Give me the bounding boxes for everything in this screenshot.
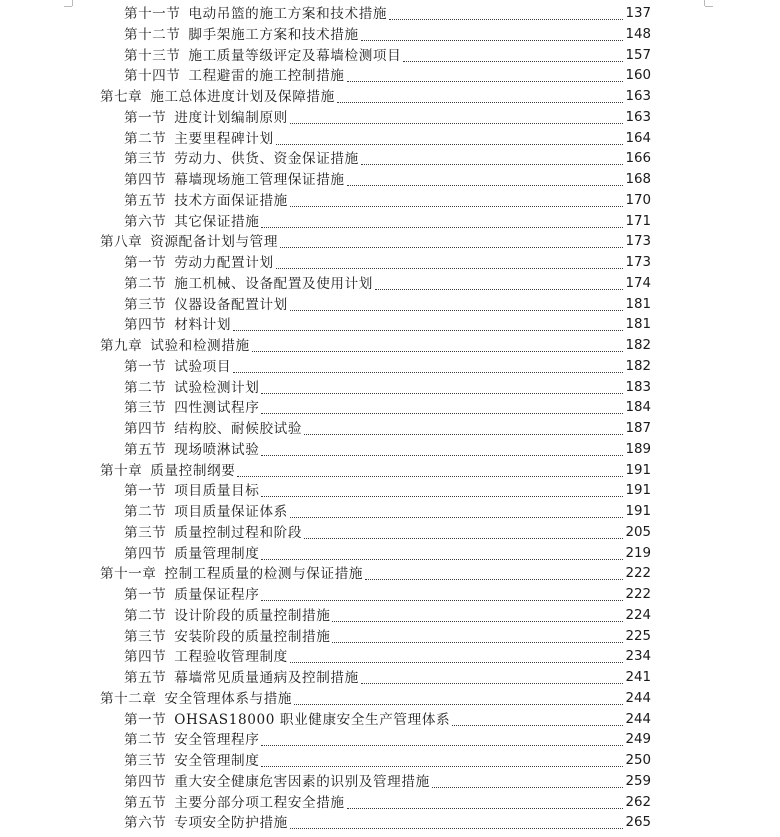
toc-page-number: 191 [624, 481, 651, 502]
toc-section-entry[interactable] [0, 647, 780, 668]
toc-entry-number: 第五节 [124, 441, 167, 458]
toc-chapter-entry[interactable] [0, 564, 780, 585]
toc-entry-title: 其它保证措施 [174, 213, 260, 230]
toc-entry-title: 试验项目 [174, 358, 232, 375]
toc-dot-leader [432, 787, 624, 788]
toc-dot-leader [294, 704, 623, 705]
toc-entry-title: 进度计划编制原则 [174, 109, 288, 126]
toc-page-number: 166 [624, 149, 651, 170]
toc-page-number: 163 [624, 87, 651, 108]
toc-entry-heading [124, 730, 259, 751]
toc-section-entry[interactable] [0, 813, 780, 834]
toc-entry-title: 劳动力配置计划 [174, 255, 274, 271]
toc-page-number: 173 [624, 253, 651, 274]
toc-section-entry[interactable] [0, 419, 780, 440]
toc-entry-title: 项目质量保证体系 [174, 504, 288, 520]
toc-entry-number: 第三节 [124, 151, 167, 168]
toc-entry-number: 第二节 [124, 275, 167, 292]
toc-dot-leader [304, 538, 623, 539]
toc-entry-heading [124, 772, 430, 793]
toc-section-entry[interactable] [0, 772, 780, 793]
toc-dot-leader [276, 144, 624, 145]
toc-entry-number: 第一节 [124, 587, 167, 603]
toc-dot-leader [332, 621, 623, 622]
toc-section-entry[interactable] [0, 108, 780, 129]
toc-entry-heading [100, 689, 292, 710]
toc-page-number: 160 [624, 66, 651, 87]
toc-entry-heading [124, 357, 231, 378]
toc-page-number: 244 [624, 710, 651, 731]
toc-entry-title: 控制工程质量的检测与保证措施 [164, 566, 364, 583]
toc-entry-number: 第四节 [124, 421, 167, 437]
toc-entry-heading [124, 419, 302, 440]
toc-section-entry[interactable] [0, 253, 780, 274]
toc-dot-leader [261, 227, 623, 228]
toc-entry-number: 第十一章 [100, 566, 157, 583]
toc-entry-title: 设计阶段的质量控制措施 [174, 607, 331, 624]
toc-entry-number: 第三节 [124, 296, 167, 313]
toc-entry-heading [124, 191, 288, 212]
toc-section-entry[interactable] [0, 398, 780, 419]
toc-chapter-entry[interactable] [0, 87, 780, 108]
toc-page-number: 249 [624, 730, 651, 751]
toc-entry-title: 主要分部分项工程安全措施 [174, 794, 345, 811]
toc-entry-title: 专项安全防护措施 [174, 815, 288, 832]
toc-section-entry[interactable] [0, 212, 780, 233]
toc-section-entry[interactable] [0, 66, 780, 87]
toc-dot-leader [261, 559, 623, 560]
toc-dot-leader [290, 310, 624, 311]
toc-entry-number: 第十章 [100, 462, 143, 479]
toc-entry-title: 质量保证程序 [174, 587, 260, 603]
toc-entry-number: 第一节 [124, 109, 167, 126]
toc-section-entry[interactable] [0, 46, 780, 67]
toc-dot-leader [347, 81, 624, 82]
toc-page-number: 137 [624, 4, 651, 25]
toc-section-entry[interactable] [0, 502, 780, 523]
toc-dot-leader [361, 40, 624, 41]
toc-entry-heading [124, 523, 302, 544]
toc-entry-number: 第四节 [124, 172, 167, 188]
toc-entry-title: 材料计划 [174, 317, 232, 334]
toc-page-number: 262 [624, 793, 651, 814]
toc-entry-title: 安装阶段的质量控制措施 [174, 628, 331, 645]
toc-entry-number: 第四节 [124, 773, 167, 790]
toc-entry-number: 第一节 [124, 358, 167, 375]
toc-entry-number: 第二节 [124, 607, 167, 624]
toc-page-number: 241 [624, 668, 651, 689]
toc-entry-number: 第八章 [100, 234, 143, 251]
toc-entry-title: 主要里程碑计划 [174, 130, 274, 147]
toc-entry-heading [100, 564, 363, 585]
toc-entry-number: 第四节 [124, 317, 167, 334]
toc-entry-number: 第二节 [124, 379, 167, 396]
toc-dot-leader [290, 517, 624, 518]
toc-page-number: 148 [624, 25, 651, 46]
toc-dot-leader [261, 455, 623, 456]
toc-page-number: 265 [624, 813, 651, 834]
toc-entry-heading [100, 232, 278, 253]
toc-section-entry[interactable] [0, 440, 780, 461]
toc-entry-title: 技术方面保证措施 [174, 192, 288, 209]
toc-section-entry[interactable] [0, 378, 780, 399]
toc-section-entry[interactable] [0, 710, 780, 731]
toc-entry-title: 脚手架施工方案和技术措施 [188, 26, 359, 43]
toc-entry-title: 施工总体进度计划及保障措施 [150, 89, 335, 105]
toc-entry-heading [124, 315, 231, 336]
toc-entry-number: 第四节 [124, 649, 167, 666]
toc-entry-number: 第二节 [124, 504, 167, 520]
toc-entry-title: 质量管理制度 [174, 545, 260, 562]
table-of-contents [0, 4, 780, 834]
toc-entry-number: 第三节 [124, 524, 167, 541]
toc-page-number: 164 [624, 129, 651, 150]
toc-dot-leader [347, 808, 624, 809]
toc-entry-title: 结构胶、耐候胶试验 [174, 421, 303, 437]
toc-entry-number: 第五节 [124, 192, 167, 209]
toc-section-entry[interactable] [0, 4, 780, 25]
toc-entry-heading [124, 170, 345, 191]
toc-page-number: 191 [624, 461, 651, 482]
toc-section-entry[interactable] [0, 544, 780, 565]
toc-entry-heading [100, 336, 250, 357]
toc-entry-heading [124, 149, 359, 170]
toc-entry-title: 工程避雷的施工控制措施 [188, 68, 345, 85]
toc-dot-leader [337, 102, 624, 103]
toc-entry-number: 第二节 [124, 732, 167, 749]
toc-entry-number: 第六节 [124, 213, 167, 230]
toc-dot-leader [261, 393, 623, 394]
toc-section-entry[interactable] [0, 25, 780, 46]
toc-entry-title: 项目质量目标 [174, 483, 260, 500]
toc-dot-leader [332, 642, 623, 643]
toc-entry-heading [124, 108, 288, 129]
toc-page-number: 244 [624, 689, 651, 710]
toc-entry-title: 试验检测计划 [174, 379, 260, 396]
toc-entry-heading [100, 461, 235, 482]
toc-chapter-entry[interactable] [0, 689, 780, 710]
toc-entry-heading [124, 295, 288, 316]
toc-entry-number: 第五节 [124, 670, 167, 686]
toc-page-number: 174 [624, 274, 651, 295]
toc-entry-heading [124, 793, 345, 814]
toc-entry-title: 仪器设备配置计划 [174, 296, 288, 313]
toc-entry-heading [124, 668, 359, 689]
toc-section-entry[interactable] [0, 793, 780, 814]
toc-dot-leader [375, 289, 623, 290]
toc-entry-title: 劳动力、供货、资金保证措施 [174, 151, 359, 168]
toc-page-number: 250 [624, 751, 651, 772]
toc-page-number: 187 [624, 419, 651, 440]
toc-entry-title: 安全管理制度 [174, 753, 260, 769]
toc-entry-title: 质量控制过程和阶段 [174, 524, 303, 541]
toc-section-entry[interactable] [0, 730, 780, 751]
toc-entry-heading [124, 751, 259, 772]
toc-dot-leader [361, 164, 624, 165]
toc-entry-title: 安全管理程序 [174, 732, 260, 749]
toc-dot-leader [261, 496, 623, 497]
toc-entry-number: 第一节 [124, 255, 167, 271]
toc-dot-leader [261, 766, 623, 767]
toc-entry-heading [124, 627, 330, 648]
toc-entry-heading [100, 87, 335, 108]
toc-entry-heading [124, 544, 259, 565]
toc-section-entry[interactable] [0, 170, 780, 191]
toc-section-entry[interactable] [0, 751, 780, 772]
toc-page-number: 168 [624, 170, 651, 191]
toc-entry-title: 电动吊篮的施工方案和技术措施 [188, 6, 388, 22]
toc-entry-heading [124, 398, 259, 419]
toc-entry-heading [124, 4, 387, 25]
toc-section-entry[interactable] [0, 149, 780, 170]
toc-dot-leader [361, 683, 624, 684]
toc-chapter-entry[interactable] [0, 336, 780, 357]
toc-entry-title: 重大安全健康危害因素的识别及管理措施 [174, 773, 430, 790]
toc-entry-title: 安全管理体系与措施 [164, 690, 293, 707]
toc-page-number: 171 [624, 212, 651, 233]
toc-dot-leader [290, 123, 624, 124]
toc-section-entry[interactable] [0, 481, 780, 502]
toc-entry-title: 质量控制纲要 [150, 462, 236, 479]
toc-page-number: 184 [624, 398, 651, 419]
toc-dot-leader [290, 206, 624, 207]
toc-page-number: 222 [624, 564, 651, 585]
toc-section-entry[interactable] [0, 357, 780, 378]
toc-page-number: 181 [624, 295, 651, 316]
toc-dot-leader [280, 247, 623, 248]
toc-entry-number: 第一节 [124, 483, 167, 500]
toc-entry-heading [124, 66, 345, 87]
toc-entry-number: 第五节 [124, 794, 167, 811]
toc-page-number: 234 [624, 647, 651, 668]
toc-page-number: 219 [624, 544, 651, 565]
toc-section-entry[interactable] [0, 315, 780, 336]
toc-page-number: 191 [624, 502, 651, 523]
toc-entry-heading [124, 606, 330, 627]
toc-entry-heading [124, 440, 259, 461]
toc-section-entry[interactable] [0, 668, 780, 689]
toc-page-number: 205 [624, 523, 651, 544]
toc-page-number: 182 [624, 336, 651, 357]
toc-page-number: 259 [624, 772, 651, 793]
toc-entry-title: OHSAS18000 职业健康安全生产管理体系 [174, 711, 451, 728]
toc-entry-heading [124, 378, 259, 399]
toc-entry-title: 资源配备计划与管理 [150, 234, 279, 251]
toc-chapter-entry[interactable] [0, 232, 780, 253]
toc-entry-title: 施工机械、设备配置及使用计划 [174, 275, 373, 292]
toc-entry-title: 试验和检测措施 [150, 338, 250, 354]
toc-entry-number: 第十二章 [100, 690, 157, 707]
toc-page-number: 173 [624, 232, 651, 253]
toc-dot-leader [252, 351, 624, 352]
toc-page-number: 163 [624, 108, 651, 129]
toc-page-number: 182 [624, 357, 651, 378]
toc-section-entry[interactable] [0, 295, 780, 316]
toc-entry-number: 第六节 [124, 815, 167, 832]
toc-page-number: 225 [624, 627, 651, 648]
toc-dot-leader [365, 579, 623, 580]
toc-entry-number: 第三节 [124, 628, 167, 645]
toc-section-entry[interactable] [0, 585, 780, 606]
toc-entry-heading [124, 25, 359, 46]
toc-entry-title: 四性测试程序 [174, 400, 260, 417]
toc-dot-leader [389, 19, 623, 20]
toc-entry-title: 现场喷淋试验 [174, 441, 260, 458]
toc-section-entry[interactable] [0, 606, 780, 627]
toc-entry-heading [124, 253, 274, 274]
toc-entry-title: 幕墙现场施工管理保证措施 [174, 172, 345, 188]
toc-page-number: 183 [624, 378, 651, 399]
toc-entry-number: 第三节 [124, 753, 167, 769]
toc-entry-heading [124, 502, 288, 523]
toc-entry-heading [124, 647, 288, 668]
toc-section-entry[interactable] [0, 191, 780, 212]
toc-page-number: 189 [624, 440, 651, 461]
toc-dot-leader [403, 61, 623, 62]
toc-section-entry[interactable] [0, 627, 780, 648]
toc-entry-number: 第七章 [100, 89, 143, 105]
toc-entry-heading [124, 710, 450, 731]
toc-dot-leader [276, 268, 624, 269]
toc-entry-number: 第二节 [124, 130, 167, 147]
toc-dot-leader [261, 745, 623, 746]
toc-entry-heading [124, 129, 274, 150]
toc-page-number: 157 [624, 46, 651, 67]
toc-page-number: 222 [624, 585, 651, 606]
toc-chapter-entry[interactable] [0, 461, 780, 482]
toc-dot-leader [233, 372, 623, 373]
toc-entry-title: 幕墙常见质量通病及控制措施 [174, 670, 359, 686]
toc-page-number: 170 [624, 191, 651, 212]
toc-dot-leader [290, 662, 624, 663]
toc-entry-title: 施工质量等级评定及幕墙检测项目 [188, 47, 402, 64]
toc-dot-leader [261, 600, 623, 601]
toc-dot-leader [261, 413, 623, 414]
toc-page-number: 224 [624, 606, 651, 627]
toc-section-entry[interactable] [0, 129, 780, 150]
toc-entry-number: 第十二节 [124, 26, 181, 43]
toc-section-entry[interactable] [0, 274, 780, 295]
toc-dot-leader [452, 725, 623, 726]
toc-entry-number: 第十四节 [124, 68, 181, 85]
toc-entry-heading [124, 274, 373, 295]
toc-dot-leader [304, 434, 623, 435]
toc-entry-title: 工程验收管理制度 [174, 649, 288, 666]
toc-page-number: 181 [624, 315, 651, 336]
toc-entry-number: 第十一节 [124, 6, 181, 22]
toc-entry-heading [124, 813, 288, 834]
toc-dot-leader [347, 185, 624, 186]
toc-entry-heading [124, 46, 401, 67]
toc-entry-heading [124, 212, 259, 233]
toc-dot-leader [237, 476, 623, 477]
toc-entry-number: 第十三节 [124, 47, 181, 64]
toc-entry-number: 第九章 [100, 338, 143, 354]
toc-entry-number: 第三节 [124, 400, 167, 417]
toc-entry-heading [124, 481, 259, 502]
toc-section-entry[interactable] [0, 523, 780, 544]
toc-entry-number: 第一节 [124, 711, 167, 728]
toc-entry-heading [124, 585, 259, 606]
toc-entry-number: 第四节 [124, 545, 167, 562]
toc-dot-leader [290, 828, 624, 829]
toc-dot-leader [233, 330, 623, 331]
